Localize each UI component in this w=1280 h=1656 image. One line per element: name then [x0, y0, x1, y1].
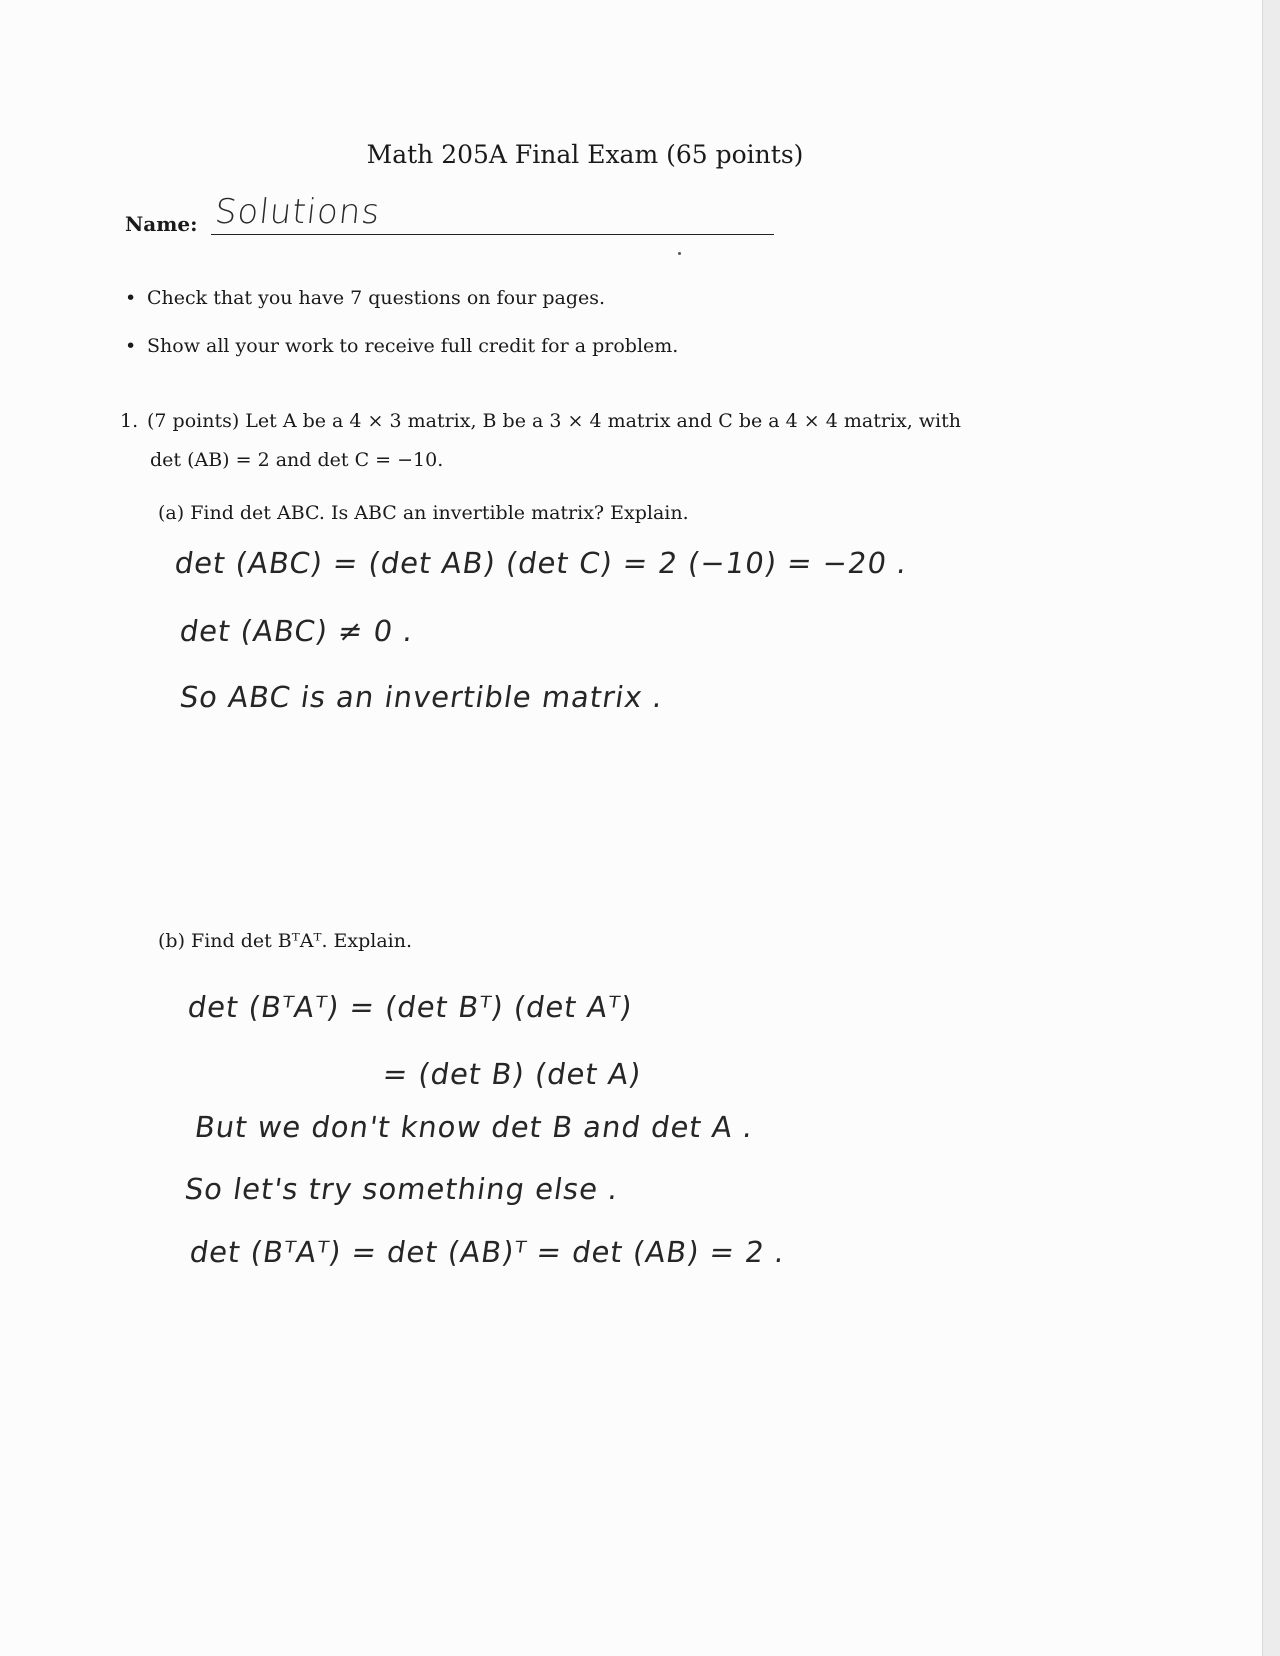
instruction-item: [125, 335, 678, 357]
scanner-page-edge: [1262, 0, 1280, 1656]
name-handwritten-value: Solutions: [212, 192, 383, 232]
bullet-icon: •: [125, 335, 137, 357]
part-b-work-line: det (BᵀAᵀ) = det (AB)ᵀ = det (AB) = 2 .: [187, 1235, 788, 1269]
name-label: Name:: [125, 212, 198, 236]
part-a-work-line: det (ABC) ≠ 0 .: [177, 614, 416, 648]
part-a-work-line: So ABC is an invertible matrix .: [177, 680, 666, 714]
part-b-prompt: (b) Find det BᵀAᵀ. Explain.: [158, 930, 413, 952]
question-stem-line-2: det (AB) = 2 and det C = −10.: [150, 449, 444, 471]
part-a-prompt: (a) Find det ABC. Is ABC an invertible matrix? Explain.: [158, 502, 689, 524]
part-b-work-line: = (det B) (det A): [380, 1057, 644, 1091]
scan-speck: [678, 252, 681, 255]
name-underline: [211, 234, 774, 235]
part-b-work-line: So let's try something else .: [182, 1172, 622, 1206]
instruction-text: Show all your work to receive full credit for a problem.: [147, 335, 679, 357]
bullet-icon: •: [125, 287, 137, 309]
question-1-stem: [120, 410, 961, 432]
part-a-work-line: det (ABC) = (det AB) (det C) = 2 (−10) = −20 .: [172, 546, 910, 580]
exam-title: Math 205A Final Exam (65 points): [366, 140, 804, 169]
question-stem-line-1: (7 points) Let A be a 4 × 3 matrix, B be a 3 × 4 matrix and C be a 4 × 4 matrix, with: [147, 410, 961, 432]
part-b-work-line: det (BᵀAᵀ) = (det Bᵀ) (det Aᵀ): [185, 990, 635, 1024]
part-b-work-line: But we don't know det B and det A .: [192, 1110, 756, 1144]
instruction-text: Check that you have 7 questions on four pages.: [147, 287, 606, 309]
instruction-item: [125, 287, 605, 309]
question-number: 1.: [120, 410, 139, 432]
